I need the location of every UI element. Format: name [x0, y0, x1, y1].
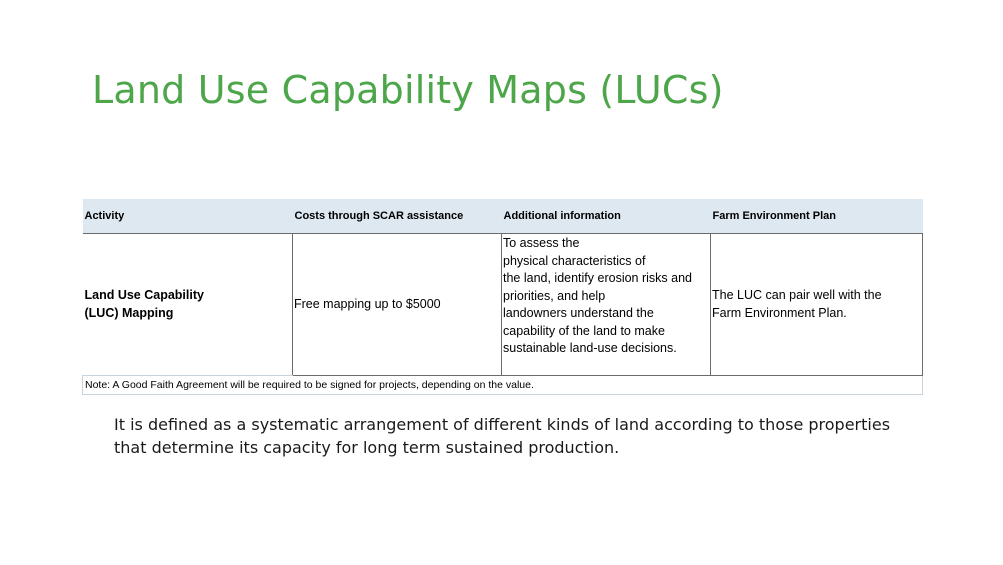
header-activity: Activity	[83, 199, 293, 234]
costs-cell: Free mapping up to $5000	[293, 234, 502, 376]
activity-cell: Land Use Capability (LUC) Mapping	[83, 234, 293, 376]
header-additional-information: Additional information	[502, 199, 711, 234]
slide-title: Land Use Capability Maps (LUCs)	[92, 68, 724, 112]
note-row	[83, 376, 923, 395]
luc-definition-text: It is defined as a systematic arrangement of different kinds of land according to those properties that determine its capacity for long term sustained production.	[114, 415, 891, 457]
luc-info-table	[82, 199, 923, 395]
table-header-row	[83, 199, 923, 234]
header-farm-environment-plan: Farm Environment Plan	[711, 199, 923, 234]
additional-info-cell: To assess the physical characteristics of the land, identify erosion risks and priorities, and help landowners understand the capability of the land to make sustainable land-use decisions.	[502, 234, 711, 376]
header-costs: Costs through SCAR assistance	[293, 199, 502, 234]
farm-plan-cell: The LUC can pair well with the Farm Environment Plan.	[711, 234, 923, 376]
table-row	[83, 234, 923, 376]
table-note: Note: A Good Faith Agreement will be required to be signed for projects, depending on the value.	[83, 376, 923, 395]
